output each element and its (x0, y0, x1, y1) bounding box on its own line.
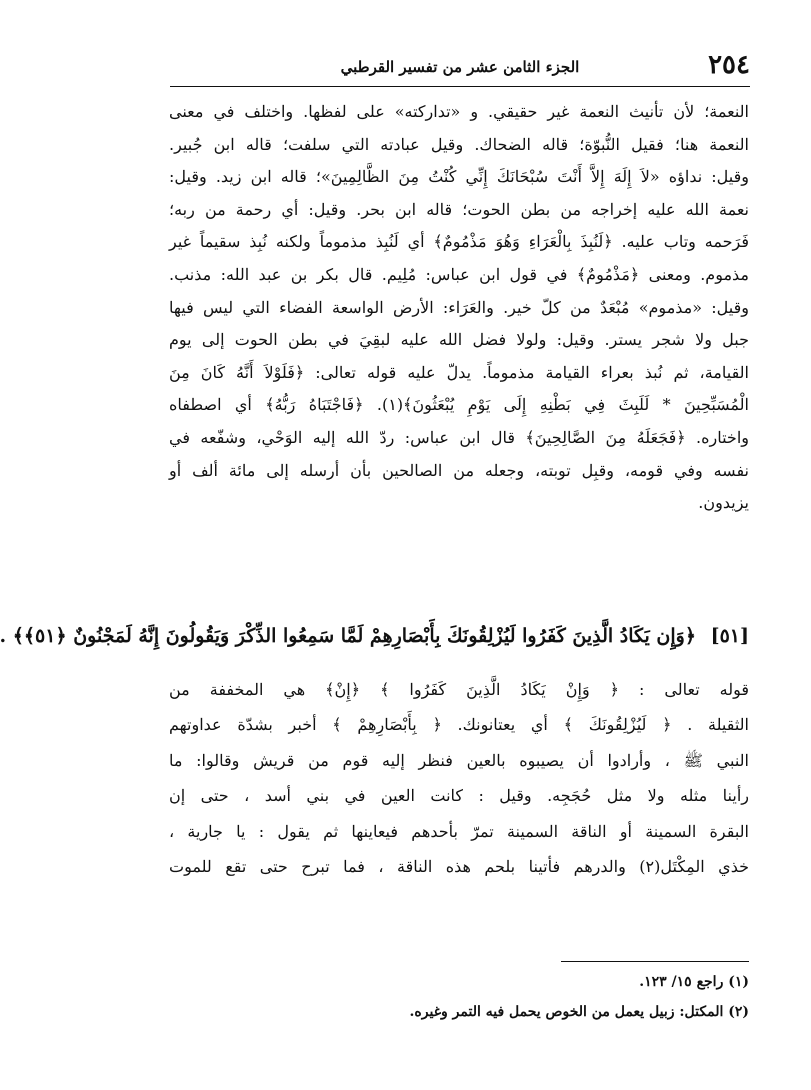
footnotes (169, 967, 749, 1027)
text-line: النبي ﷺ ، وأرادوا أن يصيبوه بالعين فنظر إليه قوم من قريش وقالوا: ما (169, 750, 749, 770)
footnote: (٢) المكتل: زبيل يعمل من الخوص يحمل فيه التمر وغيره. (409, 1004, 749, 1020)
text-line: وقيل: «مذموم» مُبْعَدٌ من كلّ خير. والعَرَاء: الأرض الواسعة الفضاء التي ليس فيها (169, 297, 749, 317)
page-header (170, 48, 750, 87)
commentary-paragraph (169, 96, 749, 520)
commentary-paragraph (169, 672, 749, 884)
running-title: الجزء الثامن عشر من تفسير القرطبي (340, 58, 580, 76)
text-line: وقيل: نداؤه «لاَ إِلَهَ إِلاَّ أَنْتَ سُبْحَانَكَ إِنِّي كُنْتُ مِنَ الظَّالِمِينَ»؛ قاله ابن زيد. وقيل: (169, 167, 749, 187)
text-line: النعمة؛ لأن تأنيث النعمة غير حقيقي. و «تداركته» على لفظها. واختلف في معنى (169, 102, 749, 121)
quran-verse-heading (0, 616, 749, 656)
text-line: نعمة الله عليه إخراجه من بطن الحوت؛ قاله ابن بحر. وقيل: أي رحمة من ربه؛ (169, 199, 749, 219)
footnote-divider (561, 961, 749, 962)
text-line: واختاره. ﴿فَجَعَلَهُ مِنَ الصَّالِحِينَ﴾ قال ابن عباس: ردّ الله إليه الوَحْي، وشفّعه في (169, 427, 749, 447)
text-line: القيامة، ثم نُبذ بعراء القيامة مذموماً. يدلّ عليه قوله تعالى: ﴿فَلَوْلاَ أَنَّهُ كَانَ مِنَ (169, 362, 749, 382)
text-line: رأينا مثله ولا مثل حُجَجِه. وقيل : كانت العين في بني أسد ، حتى إن (169, 786, 749, 806)
text-line: قوله تعالى : ﴿ وَإِنْ يَكَادُ الَّذِينَ كَفَرُوا ﴾ ﴿إِنْ﴾ هي المخففة من (169, 680, 749, 699)
text-line: النعمة هنا؛ فقيل النُّبوّة؛ قاله الضحاك. وقيل عبادته التي سلفت؛ قاله ابن جُبير. (169, 134, 749, 154)
footnote: (١) راجع ١٥/ ١٢٣. (639, 974, 749, 990)
text-line: الْمُسَبِّحِينَ * لَلَبِثَ فِي بَطْنِهِ إِلَى يَوْمِ يُبْعَثُونَ﴾(١). ﴿فَاجْتَبَاهُ رَبُّهُ﴾ أي اصطفاه (169, 395, 750, 415)
text-line: البقرة السمينة أو الناقة السمينة تمرّ بأحدهم فيعاينها ثم يقول : يا جارية ، (169, 821, 749, 841)
text-line: الثقيلة . ﴿ لَيُزْلِقُونَكَ ﴾ أي يعتانونك. ﴿ بِأَبْصَارِهِمْ ﴾ أخبر بشدّة عداوتهم (169, 715, 749, 735)
text-line: فَرَحمه وتاب عليه. ﴿لَنُبِذَ بِالْعَرَاءِ وَهُوَ مَذْمُومٌ﴾ أي لَنُبِذ مذموماً ولكنه نُبِذ سقيماً غير (169, 232, 749, 252)
page-number: ٢٥٤ (708, 50, 750, 80)
text-line: نفسه وفي قومه، وقبِل توبته، وجعله من الصالحين بأن أرسله إلى مائة ألف أو (169, 460, 749, 480)
text-line: جبل ولا شجر يستر. وقيل: ولولا فضل الله عليه لبقِيَ في بطن الحوت إلى يوم (169, 330, 749, 350)
verse-text: ﴿وَإِن يَكَادُ الَّذِينَ كَفَرُوا لَيُزْلِقُونَكَ بِأَبْصَارِهِمْ لَمَّا سَمِعُوا الذِّكْرَ وَيَقُولُونَ إِنَّهُ لَمَجْنُونٌ ﴿٥١﴾﴾ . (0, 625, 696, 647)
text-line: مذموم. ومعنى ﴿مَذْمُومٌ﴾ في قول ابن عباس: مُلِيم. قال بكر بن عبد الله: مذنب. (169, 264, 750, 284)
text-line: خذي المِكْتَل(٢) والدرهم فأتينا بلحم هذه الناقة ، فما تبرح حتى تقع للموت (169, 856, 749, 876)
text-line: يزيدون. (698, 493, 749, 513)
verse-number: [٥١] (710, 625, 749, 647)
